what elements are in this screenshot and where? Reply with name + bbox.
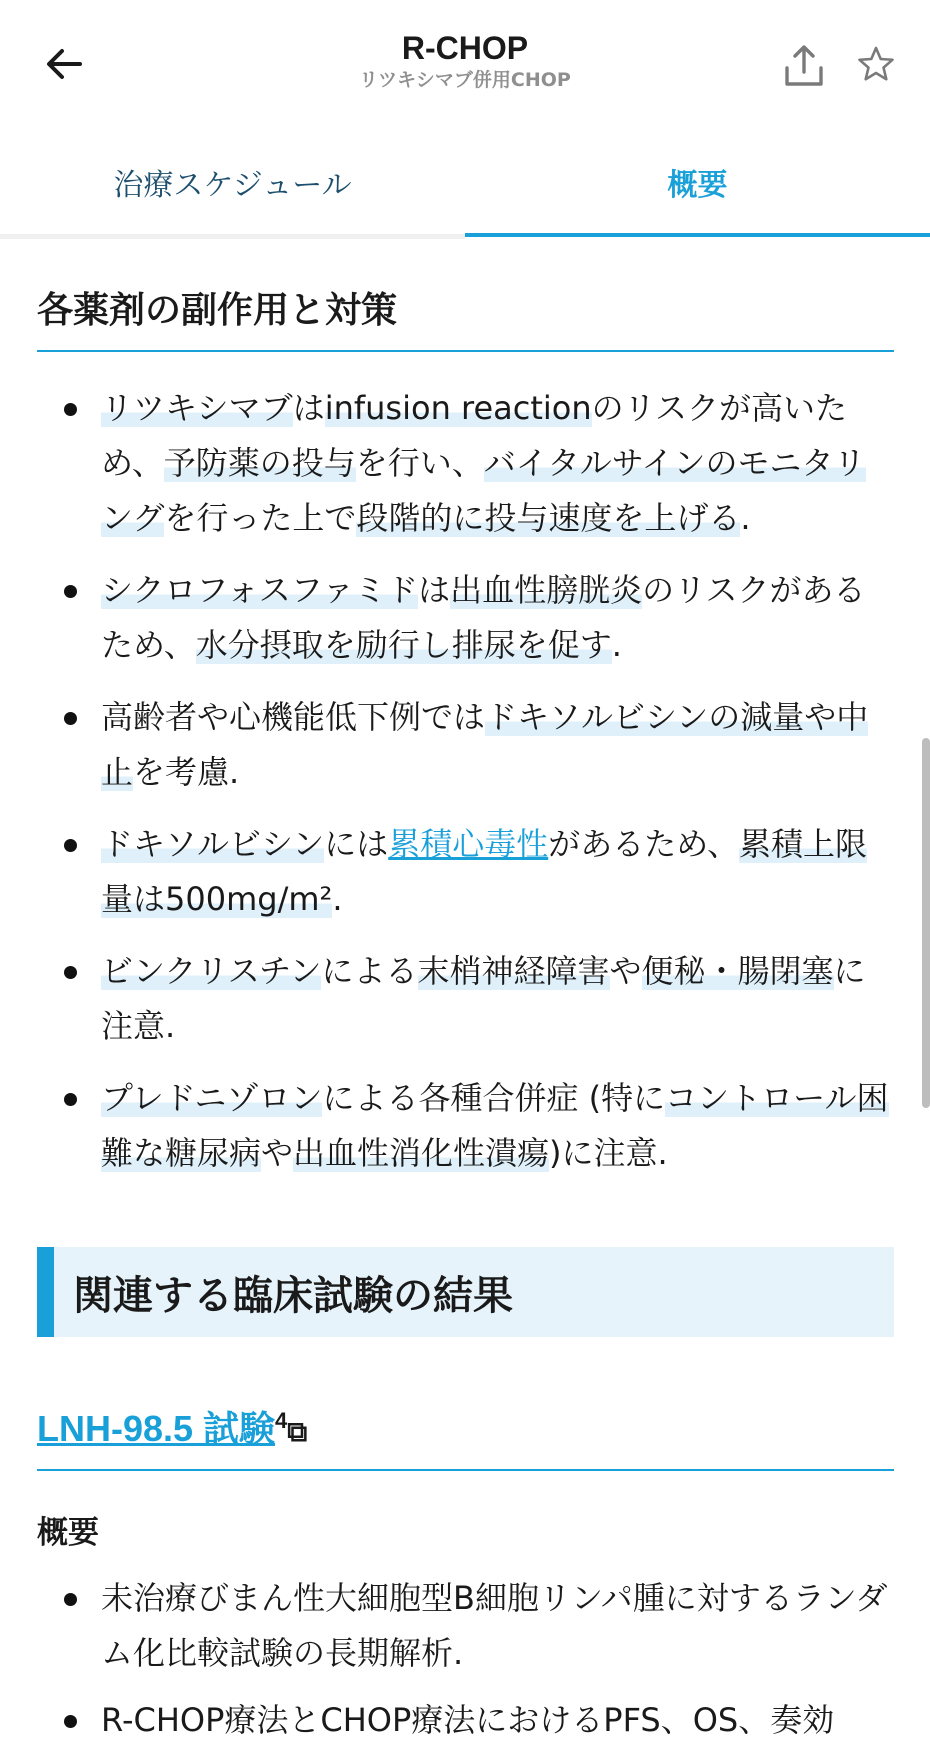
share-icon — [782, 44, 826, 88]
scrollbar-thumb[interactable] — [922, 738, 930, 1108]
highlighted-text: 末梢神経障害 — [417, 952, 610, 990]
highlighted-text: infusion reaction — [324, 389, 592, 427]
tab-overview[interactable]: 概要 — [667, 168, 728, 203]
side-effects-list — [0, 381, 930, 1198]
bullet-dot — [64, 1593, 77, 1606]
trial-overview-list — [0, 1571, 930, 1748]
app-header — [0, 0, 930, 130]
text-segment: による各種合併症 (特に — [322, 1079, 666, 1117]
text-segment: のリスクが高いため、 — [101, 389, 848, 482]
highlighted-text: 水分摂取を励行し排尿を促す — [195, 626, 612, 664]
trial-rule — [37, 1469, 894, 1471]
highlighted-text: 出血性消化性潰瘍 — [293, 1134, 550, 1172]
bullet-dot — [64, 1715, 77, 1728]
favorite-button[interactable] — [852, 40, 900, 88]
bullet-dot — [64, 585, 77, 598]
highlighted-text: リツキシマブ — [101, 389, 293, 427]
external-link-icon[interactable]: ⧉ — [287, 1416, 308, 1447]
tab-bar — [0, 130, 930, 240]
highlighted-text: シクロフォスファミド — [101, 571, 419, 609]
text-segment: があるため、 — [548, 825, 739, 863]
text-segment: . — [332, 880, 343, 918]
bullet-dot — [64, 403, 77, 416]
list-item — [0, 1571, 930, 1681]
list-item — [0, 1693, 930, 1748]
highlighted-text: 出血性膀胱炎 — [450, 571, 643, 609]
text-segment: のリスクがあるため、 — [101, 571, 866, 664]
star-outline-icon — [857, 45, 895, 83]
list-item-text: R-CHOP療法とCHOP療法におけるPFS、OS、奏効 — [101, 1701, 835, 1739]
list-item-text: 未治療びまん性大細胞型B細胞リンパ腫に対するランダム化比較試験の長期解析. — [101, 1579, 888, 1672]
highlighted-text: 便秘・腸閉塞 — [641, 952, 834, 990]
text-segment: . — [740, 499, 751, 537]
text-segment: に注意. — [101, 952, 866, 1045]
highlighted-text: バイタルサインのモニタリング — [101, 444, 866, 537]
text-segment: )に注意. — [549, 1134, 668, 1172]
side-effect-item — [0, 563, 930, 673]
trial-title — [37, 1401, 307, 1452]
bullet-dot — [64, 966, 77, 979]
share-button[interactable] — [778, 40, 830, 92]
tab-divider — [0, 234, 465, 239]
title-block — [200, 30, 730, 92]
text-segment: 高齢者や心機能低下例では — [101, 698, 486, 736]
highlighted-text: 段階的に投与速度を上げる — [356, 499, 741, 537]
highlighted-text: プレドニゾロン — [101, 1079, 323, 1117]
highlighted-text: コントロール困難な糖尿病 — [101, 1079, 889, 1172]
side-effect-item — [0, 944, 930, 1054]
banner-accent-bar — [37, 1247, 54, 1337]
page-subtitle: リツキシマブ併用CHOP — [359, 69, 571, 91]
overview-heading: 概要 — [37, 1515, 99, 1551]
side-effect-item — [0, 690, 930, 800]
text-segment: は — [418, 571, 451, 609]
highlighted-text: 累積上限量は500mg/m² — [101, 825, 867, 918]
text-segment: . — [611, 626, 622, 664]
highlighted-text: ビンクリスチン — [101, 952, 322, 990]
trial-title-link[interactable]: LNH-98.5 試験 — [37, 1408, 276, 1449]
tab-treatment-schedule[interactable]: 治療スケジュール — [113, 168, 352, 203]
back-button[interactable] — [36, 36, 92, 92]
active-tab-indicator — [465, 233, 930, 237]
highlighted-text: ドキソルビシンの減量や中止 — [101, 698, 869, 791]
arrow-left-icon — [44, 44, 84, 84]
text-segment: や — [261, 1134, 294, 1172]
side-effect-item — [0, 381, 930, 546]
side-effects-heading: 各薬剤の副作用と対策 — [37, 290, 398, 331]
bullet-dot — [64, 839, 77, 852]
text-segment: を考慮. — [133, 753, 240, 791]
highlighted-text: ドキソルビシン — [101, 825, 325, 863]
section-heading: 関連する臨床試験の結果 — [73, 1272, 513, 1319]
text-segment: は — [292, 389, 325, 427]
side-effect-item — [0, 817, 930, 927]
page-title: R-CHOP — [401, 30, 529, 66]
bullet-dot — [64, 1093, 77, 1106]
text-segment: を行い、 — [355, 444, 484, 482]
highlighted-text: 予防薬の投与 — [163, 444, 356, 482]
side-effect-item — [0, 1071, 930, 1181]
cumulative-cardiotoxicity-link[interactable]: 累積心毒性 — [388, 825, 549, 863]
heading-rule — [37, 350, 894, 352]
section-banner — [37, 1247, 894, 1337]
reference-number[interactable]: 4 — [275, 1408, 288, 1433]
text-segment: には — [324, 825, 389, 863]
text-segment: や — [609, 952, 642, 990]
bullet-dot — [64, 712, 77, 725]
text-segment: を行った上で — [164, 499, 357, 537]
text-segment: による — [321, 952, 418, 990]
